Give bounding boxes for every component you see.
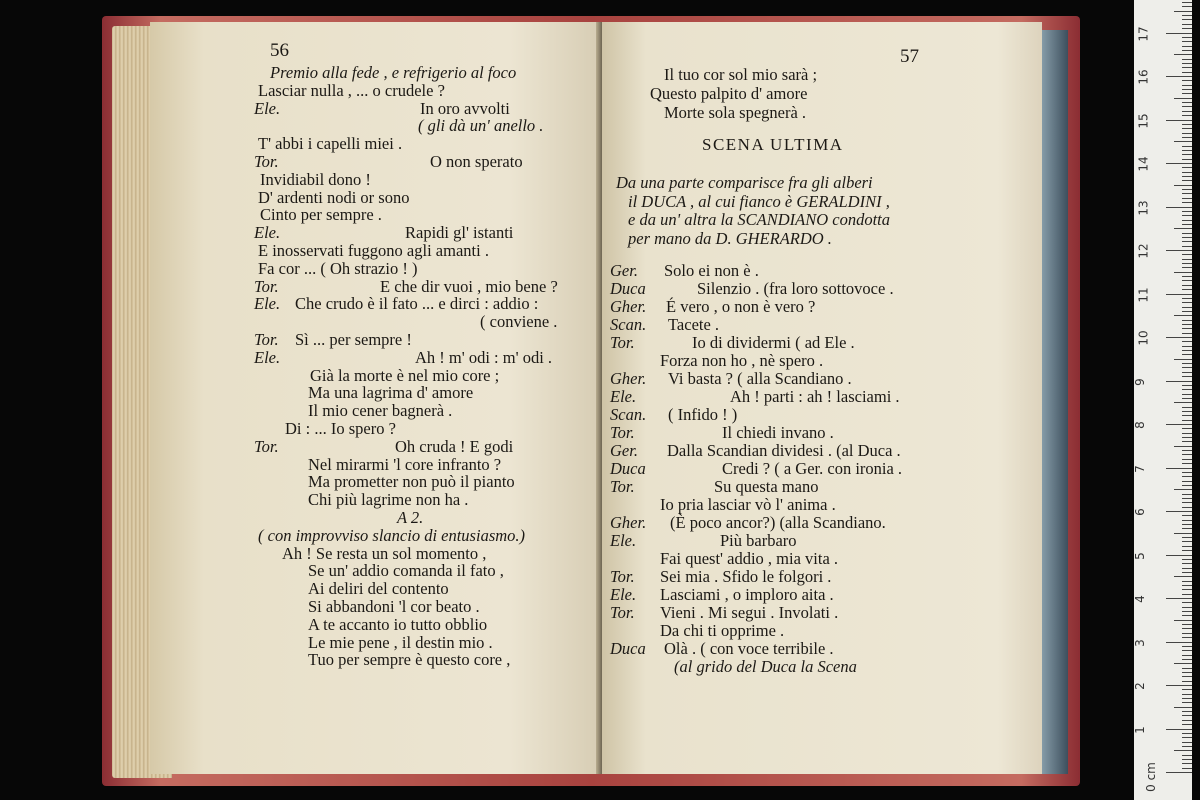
ruler-tick bbox=[1182, 698, 1192, 699]
ruler-tick bbox=[1182, 267, 1192, 268]
ruler-tick bbox=[1166, 685, 1192, 686]
text-line: Vi basta ? ( alla Scandiano . bbox=[668, 369, 852, 388]
ruler-label: 1 bbox=[1132, 725, 1147, 734]
page-number-right: 57 bbox=[900, 46, 919, 67]
ruler-tick bbox=[1182, 202, 1192, 203]
text-line: Credi ? ( a Ger. con ironia . bbox=[722, 459, 903, 478]
ruler-tick bbox=[1182, 67, 1192, 68]
ruler-label: 3 bbox=[1132, 638, 1147, 647]
ruler-tick bbox=[1174, 141, 1192, 142]
ruler-tick bbox=[1182, 389, 1192, 390]
ruler-tick bbox=[1182, 711, 1192, 712]
ruler-tick bbox=[1182, 215, 1192, 216]
ruler-tick bbox=[1182, 637, 1192, 638]
text-line: Io pria lasciar vò l' anima . bbox=[660, 495, 836, 514]
ruler-tick bbox=[1166, 468, 1192, 469]
ruler-tick bbox=[1182, 624, 1192, 625]
text-line: A te accanto io tutto obblio bbox=[308, 614, 488, 634]
ruler-tick bbox=[1166, 250, 1192, 251]
text-line: (È poco ancor?) (alla Scandiano. bbox=[670, 513, 886, 532]
ruler-tick bbox=[1174, 663, 1192, 664]
speaker-label: Tor. bbox=[610, 603, 635, 622]
speaker-label: Tor. bbox=[254, 436, 279, 456]
ruler-tick bbox=[1166, 33, 1192, 34]
ruler-tick bbox=[1182, 589, 1192, 590]
ruler-tick bbox=[1182, 441, 1192, 442]
text-line: D' ardenti nodi or sono bbox=[258, 187, 410, 207]
ruler-tick bbox=[1182, 220, 1192, 221]
ruler-tick bbox=[1182, 85, 1192, 86]
ruler-tick bbox=[1182, 159, 1192, 160]
ruler-tick bbox=[1182, 19, 1192, 20]
ruler-tick bbox=[1182, 628, 1192, 629]
speaker-label: Duca bbox=[610, 459, 646, 478]
ruler-tick bbox=[1182, 528, 1192, 529]
ruler-tick bbox=[1174, 533, 1192, 534]
speaker-label: Duca bbox=[610, 639, 646, 658]
stage-direction-line: il DUCA , al cui fianco è GERALDINI , bbox=[628, 191, 890, 211]
ruler-tick bbox=[1182, 724, 1192, 725]
ruler-tick bbox=[1174, 54, 1192, 55]
ruler-tick bbox=[1166, 207, 1192, 208]
text-line: In oro avvolti bbox=[420, 98, 510, 118]
ruler-tick bbox=[1182, 211, 1192, 212]
ruler-tick bbox=[1182, 80, 1192, 81]
text-line: O non sperato bbox=[430, 152, 523, 171]
ruler-label: 13 bbox=[1136, 199, 1151, 216]
ruler-tick bbox=[1182, 655, 1192, 656]
ruler-tick bbox=[1174, 750, 1192, 751]
ruler-tick bbox=[1182, 154, 1192, 155]
speaker-label: Tor. bbox=[610, 333, 635, 352]
ruler-tick bbox=[1182, 28, 1192, 29]
page-number-left: 56 bbox=[270, 40, 289, 61]
ruler-tick bbox=[1182, 333, 1192, 334]
ruler-tick bbox=[1182, 233, 1192, 234]
ruler-tick bbox=[1174, 98, 1192, 99]
text-line: Chi più lagrime non ha . bbox=[308, 490, 469, 510]
ruler-tick bbox=[1182, 276, 1192, 277]
speaker-label: Tor. bbox=[254, 276, 279, 296]
speaker-label: Ger. bbox=[610, 441, 638, 460]
ruler-tick bbox=[1182, 102, 1192, 103]
text-line: Ma una lagrima d' amore bbox=[308, 383, 474, 403]
ruler-tick bbox=[1182, 450, 1192, 451]
text-line: Silenzio . (fra loro sottovoce . bbox=[697, 279, 894, 298]
ruler-tick bbox=[1182, 676, 1192, 677]
text-line: Fai quest' addio , mia vita . bbox=[660, 549, 839, 568]
ruler-tick bbox=[1182, 106, 1192, 107]
ruler-tick bbox=[1182, 585, 1192, 586]
ruler-tick bbox=[1182, 24, 1192, 25]
speaker-label: Duca bbox=[610, 279, 646, 298]
ruler-tick bbox=[1166, 120, 1192, 121]
ruler-tick bbox=[1182, 146, 1192, 147]
ruler-unit: 0 cm bbox=[1143, 762, 1158, 792]
text-line: ( conviene . bbox=[480, 312, 558, 332]
ruler-tick bbox=[1182, 189, 1192, 190]
text-line: Su questa mano bbox=[714, 477, 819, 496]
ruler-tick bbox=[1182, 259, 1192, 260]
ruler-tick bbox=[1182, 307, 1192, 308]
ruler-tick bbox=[1182, 546, 1192, 547]
text-line: Di : ... Io spero ? bbox=[285, 419, 396, 438]
ruler-label: 9 bbox=[1132, 377, 1147, 386]
measuring-ruler bbox=[1134, 0, 1192, 800]
ruler-tick bbox=[1182, 2, 1192, 3]
ruler-tick bbox=[1182, 737, 1192, 738]
ruler-label: 16 bbox=[1136, 69, 1151, 85]
text-line: A 2. bbox=[397, 508, 424, 527]
ruler-tick bbox=[1182, 720, 1192, 721]
ruler-tick bbox=[1166, 598, 1192, 599]
ruler-tick bbox=[1182, 746, 1192, 747]
left-page bbox=[150, 22, 600, 774]
ruler-tick bbox=[1182, 520, 1192, 521]
ruler-tick bbox=[1174, 359, 1192, 360]
speaker-label: Tor. bbox=[610, 567, 635, 586]
text-line: Io di dividermi ( ad Ele . bbox=[692, 333, 855, 352]
text-line: (al grido del Duca la Scena bbox=[674, 657, 857, 676]
ruler-tick bbox=[1182, 198, 1192, 199]
text-line: Forza non ho , nè spero . bbox=[660, 351, 824, 370]
ruler-tick bbox=[1174, 707, 1192, 708]
ruler-label: 17 bbox=[1136, 25, 1151, 42]
ruler-tick bbox=[1182, 428, 1192, 429]
ruler-tick bbox=[1182, 415, 1192, 416]
ruler-tick bbox=[1182, 537, 1192, 538]
ruler-tick bbox=[1182, 376, 1192, 377]
ruler-tick bbox=[1182, 494, 1192, 495]
ruler-tick bbox=[1182, 350, 1192, 351]
right-page bbox=[602, 22, 1042, 774]
text-line: E inosservati fuggono agli amanti . bbox=[258, 241, 489, 260]
ruler-tick bbox=[1182, 733, 1192, 734]
ruler-tick bbox=[1166, 555, 1192, 556]
ruler-tick bbox=[1182, 111, 1192, 112]
ruler-tick bbox=[1166, 294, 1192, 295]
ruler-tick bbox=[1182, 463, 1192, 464]
ruler-tick bbox=[1182, 659, 1192, 660]
ruler-tick bbox=[1182, 437, 1192, 438]
ruler-tick bbox=[1182, 41, 1192, 42]
ruler-tick bbox=[1166, 511, 1192, 512]
ruler-tick bbox=[1182, 581, 1192, 582]
text-line: Ah ! m' odi : m' odi . bbox=[415, 347, 553, 367]
ruler-tick bbox=[1182, 459, 1192, 460]
ruler-label: 10 bbox=[1136, 330, 1151, 346]
ruler-label: 15 bbox=[1136, 112, 1151, 129]
ruler-tick bbox=[1182, 420, 1192, 421]
speaker-label: Ele. bbox=[254, 294, 281, 314]
text-line: ( gli dà un' anello . bbox=[418, 116, 544, 136]
ruler-tick bbox=[1182, 507, 1192, 508]
ruler-tick bbox=[1182, 93, 1192, 94]
ruler-tick bbox=[1182, 398, 1192, 399]
speaker-label: Ger. bbox=[610, 261, 638, 280]
ruler-tick bbox=[1182, 550, 1192, 551]
speaker-label: Gher. bbox=[610, 297, 647, 316]
ruler-tick bbox=[1182, 133, 1192, 134]
ruler-tick bbox=[1182, 354, 1192, 355]
text-line: Olà . ( con voce terribile . bbox=[664, 639, 834, 658]
ruler-tick bbox=[1174, 272, 1192, 273]
ruler-tick bbox=[1182, 668, 1192, 669]
ruler-tick bbox=[1174, 228, 1192, 229]
speaker-label: Tor. bbox=[610, 477, 635, 496]
speaker-label: Scan. bbox=[610, 405, 647, 424]
text-line: T' abbi i capelli miei . bbox=[258, 134, 403, 154]
ruler-tick bbox=[1182, 650, 1192, 651]
ruler-tick bbox=[1182, 498, 1192, 499]
text-line: Il chiedi invano . bbox=[722, 423, 834, 442]
text-line: Premio alla fede , e refrigerio al foco bbox=[270, 63, 517, 82]
ruler-tick bbox=[1182, 72, 1192, 73]
ruler-tick bbox=[1182, 6, 1192, 7]
ruler-tick bbox=[1182, 367, 1192, 368]
ruler-tick bbox=[1166, 76, 1192, 77]
ruler-tick bbox=[1182, 472, 1192, 473]
ruler-tick bbox=[1182, 254, 1192, 255]
speaker-label: Gher. bbox=[610, 513, 647, 532]
text-line: E che dir vuoi , mio bene ? bbox=[380, 276, 558, 296]
ruler-tick bbox=[1182, 289, 1192, 290]
speaker-label: Ele. bbox=[610, 585, 637, 604]
ruler-tick bbox=[1182, 341, 1192, 342]
ruler-tick bbox=[1182, 502, 1192, 503]
ruler-tick bbox=[1182, 224, 1192, 225]
ruler-tick bbox=[1182, 715, 1192, 716]
ruler-tick bbox=[1182, 241, 1192, 242]
text-line: Cinto per sempre . bbox=[260, 205, 382, 225]
speaker-label: Ele. bbox=[254, 223, 281, 243]
ruler-tick bbox=[1182, 433, 1192, 434]
ruler-tick bbox=[1182, 607, 1192, 608]
ruler-tick bbox=[1182, 602, 1192, 603]
ruler-tick bbox=[1182, 150, 1192, 151]
ruler-tick bbox=[1174, 489, 1192, 490]
ruler-tick bbox=[1182, 37, 1192, 38]
ruler-tick bbox=[1182, 694, 1192, 695]
ruler-tick bbox=[1182, 411, 1192, 412]
ruler-tick bbox=[1182, 759, 1192, 760]
ruler-tick bbox=[1182, 285, 1192, 286]
ruler-tick bbox=[1174, 576, 1192, 577]
ruler-tick bbox=[1182, 476, 1192, 477]
text-line: ( con improvviso slancio di entusiasmo.) bbox=[258, 525, 526, 545]
text-line: Vieni . Mi segui . Involati . bbox=[660, 603, 839, 622]
speaker-label: Tor. bbox=[610, 423, 635, 442]
text-line: Sei mia . Sfido le folgori . bbox=[660, 567, 832, 586]
verse-line: Il tuo cor sol mio sarà ; bbox=[664, 65, 818, 84]
ruler-tick bbox=[1182, 563, 1192, 564]
ruler-tick bbox=[1182, 328, 1192, 329]
ruler-tick bbox=[1182, 755, 1192, 756]
text-line: Solo ei non è . bbox=[664, 261, 759, 280]
text-line: Se un' addio comanda il fato , bbox=[308, 561, 504, 581]
text-line: Ai deliri del contento bbox=[308, 579, 449, 599]
ruler-tick bbox=[1182, 128, 1192, 129]
ruler-tick bbox=[1182, 237, 1192, 238]
ruler-tick bbox=[1182, 481, 1192, 482]
ruler-label: 12 bbox=[1136, 243, 1151, 259]
ruler-tick bbox=[1182, 768, 1192, 769]
ruler-tick bbox=[1182, 320, 1192, 321]
ruler-tick bbox=[1182, 485, 1192, 486]
ruler-tick bbox=[1182, 615, 1192, 616]
text-line: Nel mirarmi 'l core infranto ? bbox=[308, 454, 502, 474]
text-line: Tacete . bbox=[668, 315, 720, 334]
speaker-label: Ele. bbox=[254, 347, 281, 367]
ruler-tick bbox=[1166, 424, 1192, 425]
ruler-tick bbox=[1166, 337, 1192, 338]
ruler-label: 8 bbox=[1132, 421, 1147, 429]
ruler-tick bbox=[1182, 89, 1192, 90]
speaker-label: Scan. bbox=[610, 315, 647, 334]
ruler-label: 11 bbox=[1136, 286, 1151, 303]
ruler-label: 6 bbox=[1132, 508, 1147, 516]
ruler-tick bbox=[1166, 642, 1192, 643]
text-line: Lasciami , o imploro aita . bbox=[660, 585, 834, 604]
ruler-tick bbox=[1182, 193, 1192, 194]
ruler-tick bbox=[1182, 63, 1192, 64]
text-line: Ah ! parti : ah ! lasciami . bbox=[730, 387, 900, 406]
stage-direction-line: e da un' altra la SCANDIANO condotta bbox=[628, 210, 891, 229]
speaker-label: Tor. bbox=[254, 152, 279, 171]
ruler-tick bbox=[1182, 681, 1192, 682]
ruler-tick bbox=[1166, 381, 1192, 382]
ruler-label: 7 bbox=[1132, 464, 1147, 473]
text-line: Più barbaro bbox=[720, 531, 797, 550]
ruler-tick bbox=[1182, 689, 1192, 690]
ruler-tick bbox=[1182, 568, 1192, 569]
ruler-tick bbox=[1174, 620, 1192, 621]
ruler-tick bbox=[1182, 363, 1192, 364]
ruler-tick bbox=[1182, 180, 1192, 181]
text-line: Ah ! Se resta un sol momento , bbox=[282, 543, 487, 563]
ruler-tick bbox=[1182, 672, 1192, 673]
text-line: Fa cor ... ( Oh strazio ! ) bbox=[258, 258, 418, 278]
ruler-tick bbox=[1182, 115, 1192, 116]
text-line: Tuo per sempre è questo core , bbox=[308, 650, 511, 670]
ruler-tick bbox=[1182, 59, 1192, 60]
ruler-tick bbox=[1174, 185, 1192, 186]
text-line: Che crudo è il fato ... e dirci : addio : bbox=[295, 294, 539, 314]
ruler-tick bbox=[1182, 407, 1192, 408]
text-line: Invidiabil dono ! bbox=[260, 169, 371, 189]
ruler-tick bbox=[1182, 298, 1192, 299]
ruler-tick bbox=[1182, 633, 1192, 634]
ruler-tick bbox=[1182, 324, 1192, 325]
ruler-tick bbox=[1182, 176, 1192, 177]
text-line: É vero , o non è vero ? bbox=[666, 297, 816, 316]
ruler-tick bbox=[1182, 172, 1192, 173]
ruler-tick bbox=[1182, 646, 1192, 647]
text-line: Da chi ti opprime . bbox=[660, 621, 785, 640]
text-line: Dalla Scandian dividesi . (al Duca . bbox=[667, 441, 901, 460]
text-line: Le mie pene , il destin mio . bbox=[308, 632, 493, 652]
speaker-label: Ele. bbox=[610, 387, 637, 406]
ruler-tick bbox=[1182, 280, 1192, 281]
ruler-tick bbox=[1174, 315, 1192, 316]
speaker-label: Ele. bbox=[610, 531, 637, 550]
ruler-tick bbox=[1182, 541, 1192, 542]
verse-line: Questo palpito d' amore bbox=[650, 84, 808, 103]
ruler-label: 2 bbox=[1132, 682, 1147, 690]
text-line: Sì ... per sempre ! bbox=[295, 330, 412, 349]
ruler-tick bbox=[1182, 394, 1192, 395]
ruler-tick bbox=[1182, 454, 1192, 455]
ruler-tick bbox=[1174, 402, 1192, 403]
text-line: Rapidi gl' istanti bbox=[405, 223, 514, 243]
ruler-tick bbox=[1182, 594, 1192, 595]
ruler-tick bbox=[1182, 524, 1192, 525]
ruler-tick bbox=[1182, 559, 1192, 560]
text-line: Ma prometter non può il pianto bbox=[308, 472, 515, 492]
ruler-tick bbox=[1174, 446, 1192, 447]
scene-heading: SCENA ULTIMA bbox=[702, 135, 844, 154]
text-line: Oh cruda ! E godi bbox=[395, 436, 514, 456]
ruler-tick bbox=[1182, 46, 1192, 47]
ruler-tick bbox=[1174, 11, 1192, 12]
ruler-tick bbox=[1182, 385, 1192, 386]
ruler-tick bbox=[1182, 515, 1192, 516]
ruler-tick bbox=[1182, 763, 1192, 764]
stage-direction-line: Da una parte comparisce fra gli alberi bbox=[616, 173, 873, 192]
ruler-tick bbox=[1182, 311, 1192, 312]
ruler-tick bbox=[1182, 372, 1192, 373]
ruler-tick bbox=[1182, 246, 1192, 247]
ruler-tick bbox=[1166, 729, 1192, 730]
text-line: Lasciar nulla , ... o crudele ? bbox=[258, 80, 445, 100]
ruler-tick bbox=[1182, 346, 1192, 347]
ruler-tick bbox=[1166, 772, 1192, 773]
speaker-label: Tor. bbox=[254, 330, 279, 349]
speaker-label: Gher. bbox=[610, 369, 647, 388]
ruler-tick bbox=[1182, 50, 1192, 51]
ruler-label: 4 bbox=[1132, 595, 1147, 603]
ruler-label: 14 bbox=[1136, 156, 1151, 172]
ruler-tick bbox=[1182, 302, 1192, 303]
text-line: Già la morte è nel mio core ; bbox=[310, 365, 500, 385]
text-line: Si abbandoni 'l cor beato . bbox=[308, 597, 480, 616]
ruler-tick bbox=[1182, 167, 1192, 168]
text-line: ( Infido ! ) bbox=[668, 405, 738, 424]
ruler-tick bbox=[1182, 572, 1192, 573]
ruler-tick bbox=[1182, 702, 1192, 703]
ruler-tick bbox=[1182, 15, 1192, 16]
speaker-label: Ele. bbox=[254, 98, 281, 118]
ruler-tick bbox=[1166, 163, 1192, 164]
ruler-tick bbox=[1182, 124, 1192, 125]
ruler-tick bbox=[1182, 137, 1192, 138]
stage-direction-line: per mano da D. GHERARDO . bbox=[628, 228, 832, 248]
verse-line: Morte sola spegnerà . bbox=[664, 103, 807, 122]
ruler-tick bbox=[1182, 611, 1192, 612]
text-line: Il mio cener bagnerà . bbox=[308, 401, 453, 421]
ruler-label: 5 bbox=[1132, 551, 1147, 560]
ruler-tick bbox=[1182, 742, 1192, 743]
ruler-tick bbox=[1182, 263, 1192, 264]
